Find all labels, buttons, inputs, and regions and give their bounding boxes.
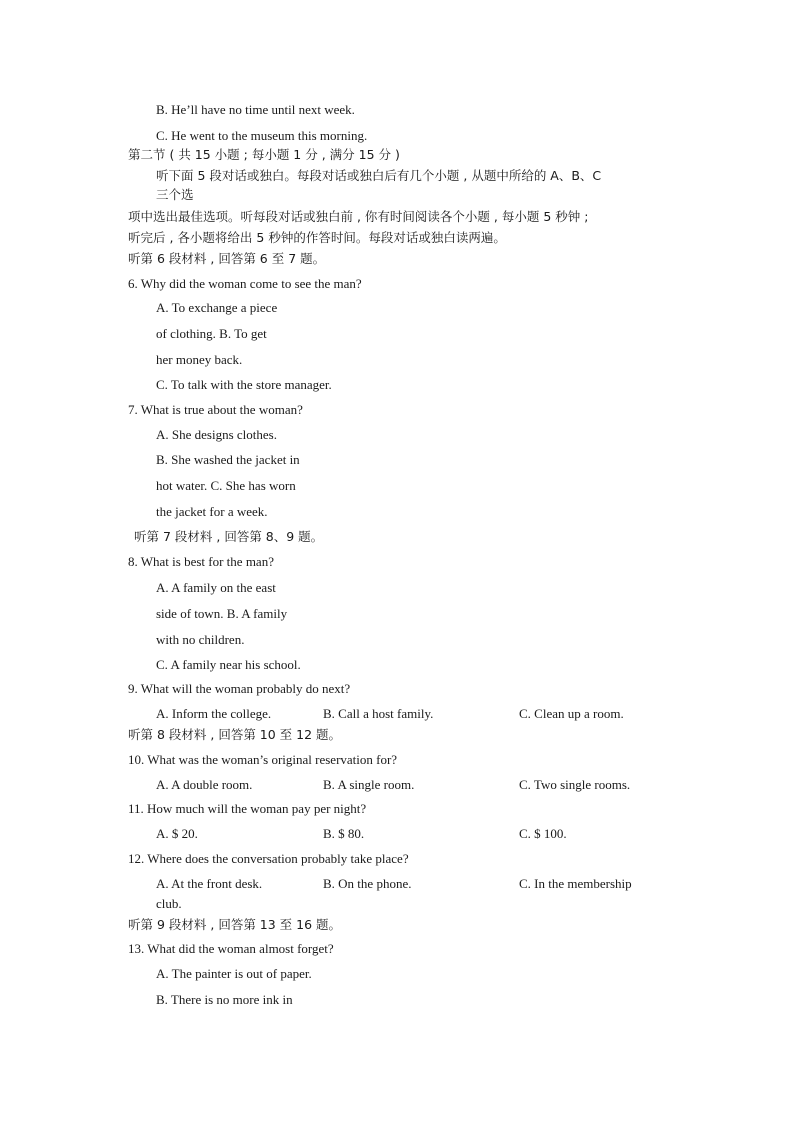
option-c: C. Clean up a room. [519, 706, 624, 721]
option-text: A. She designs clothes. [156, 427, 277, 442]
option-b: B. Call a host family. [323, 706, 434, 721]
material-heading: 听第 8 段材料 , 回答第 10 至 12 题。 [128, 727, 342, 742]
question-10: 10. What was the woman’s original reservation for? [128, 752, 398, 767]
instruction-text: 项中选出最佳选项。听每段对话或独白前 , 你有时间阅读各个小题 , 每小题 5 秒钟 ; [128, 209, 589, 224]
material-heading: 听第 7 段材料 , 回答第 8、9 题。 [134, 529, 324, 544]
option-a: A. $ 20. [156, 826, 198, 841]
option-text: hot water. C. She has worn [156, 478, 296, 493]
instruction-text: 听下面 5 段对话或独白。每段对话或独白后有几个小题 , 从题中所给的 A、B、C [156, 168, 602, 183]
option-text: B. He’ll have no time until next week. [156, 102, 355, 117]
question-9: 9. What will the woman probably do next? [128, 681, 351, 696]
option-text: A. A family on the east [156, 580, 276, 595]
question-8: 8. What is best for the man? [128, 554, 274, 569]
option-text: of clothing. B. To get [156, 326, 267, 341]
question-13: 13. What did the woman almost forget? [128, 941, 334, 956]
material-heading: 听第 6 段材料 , 回答第 6 至 7 题。 [128, 251, 326, 266]
question-7: 7. What is true about the woman? [128, 402, 303, 417]
material-heading: 听第 9 段材料 , 回答第 13 至 16 题。 [128, 917, 342, 932]
option-a: A. A double room. [156, 777, 253, 792]
question-6: 6. Why did the woman come to see the man? [128, 276, 362, 291]
question-11: 11. How much will the woman pay per night? [128, 801, 367, 816]
option-text: C. A family near his school. [156, 657, 301, 672]
option-text: A. To exchange a piece [156, 300, 278, 315]
option-b: B. A single room. [323, 777, 415, 792]
option-text: C. To talk with the store manager. [156, 377, 332, 392]
option-text: B. There is no more ink in [156, 992, 293, 1007]
instruction-text: 三个选 [156, 187, 194, 202]
option-a: A. Inform the college. [156, 706, 272, 721]
option-text: her money back. [156, 352, 243, 367]
option-b: B. $ 80. [323, 826, 365, 841]
option-text: A. The painter is out of paper. [156, 966, 312, 981]
question-12: 12. Where does the conversation probably take place? [128, 851, 409, 866]
section-heading: 第二节 ( 共 15 小题 ; 每小题 1 分 , 满分 15 分 ) [128, 147, 400, 162]
option-b: B. On the phone. [323, 876, 412, 891]
option-c: C. $ 100. [519, 826, 567, 841]
option-text: side of town. B. A family [156, 606, 288, 621]
option-text: with no children. [156, 632, 245, 647]
option-c: C. Two single rooms. [519, 777, 631, 792]
option-text: B. She washed the jacket in [156, 452, 300, 467]
option-a: A. At the front desk. [156, 876, 263, 891]
option-text: C. He went to the museum this morning. [156, 128, 368, 143]
option-c-continued: club. [156, 896, 182, 911]
option-c: C. In the membership [519, 876, 632, 891]
option-text: the jacket for a week. [156, 504, 268, 519]
instruction-text: 听完后 , 各小题将给出 5 秒钟的作答时间。每段对话或独白读两遍。 [128, 230, 506, 245]
